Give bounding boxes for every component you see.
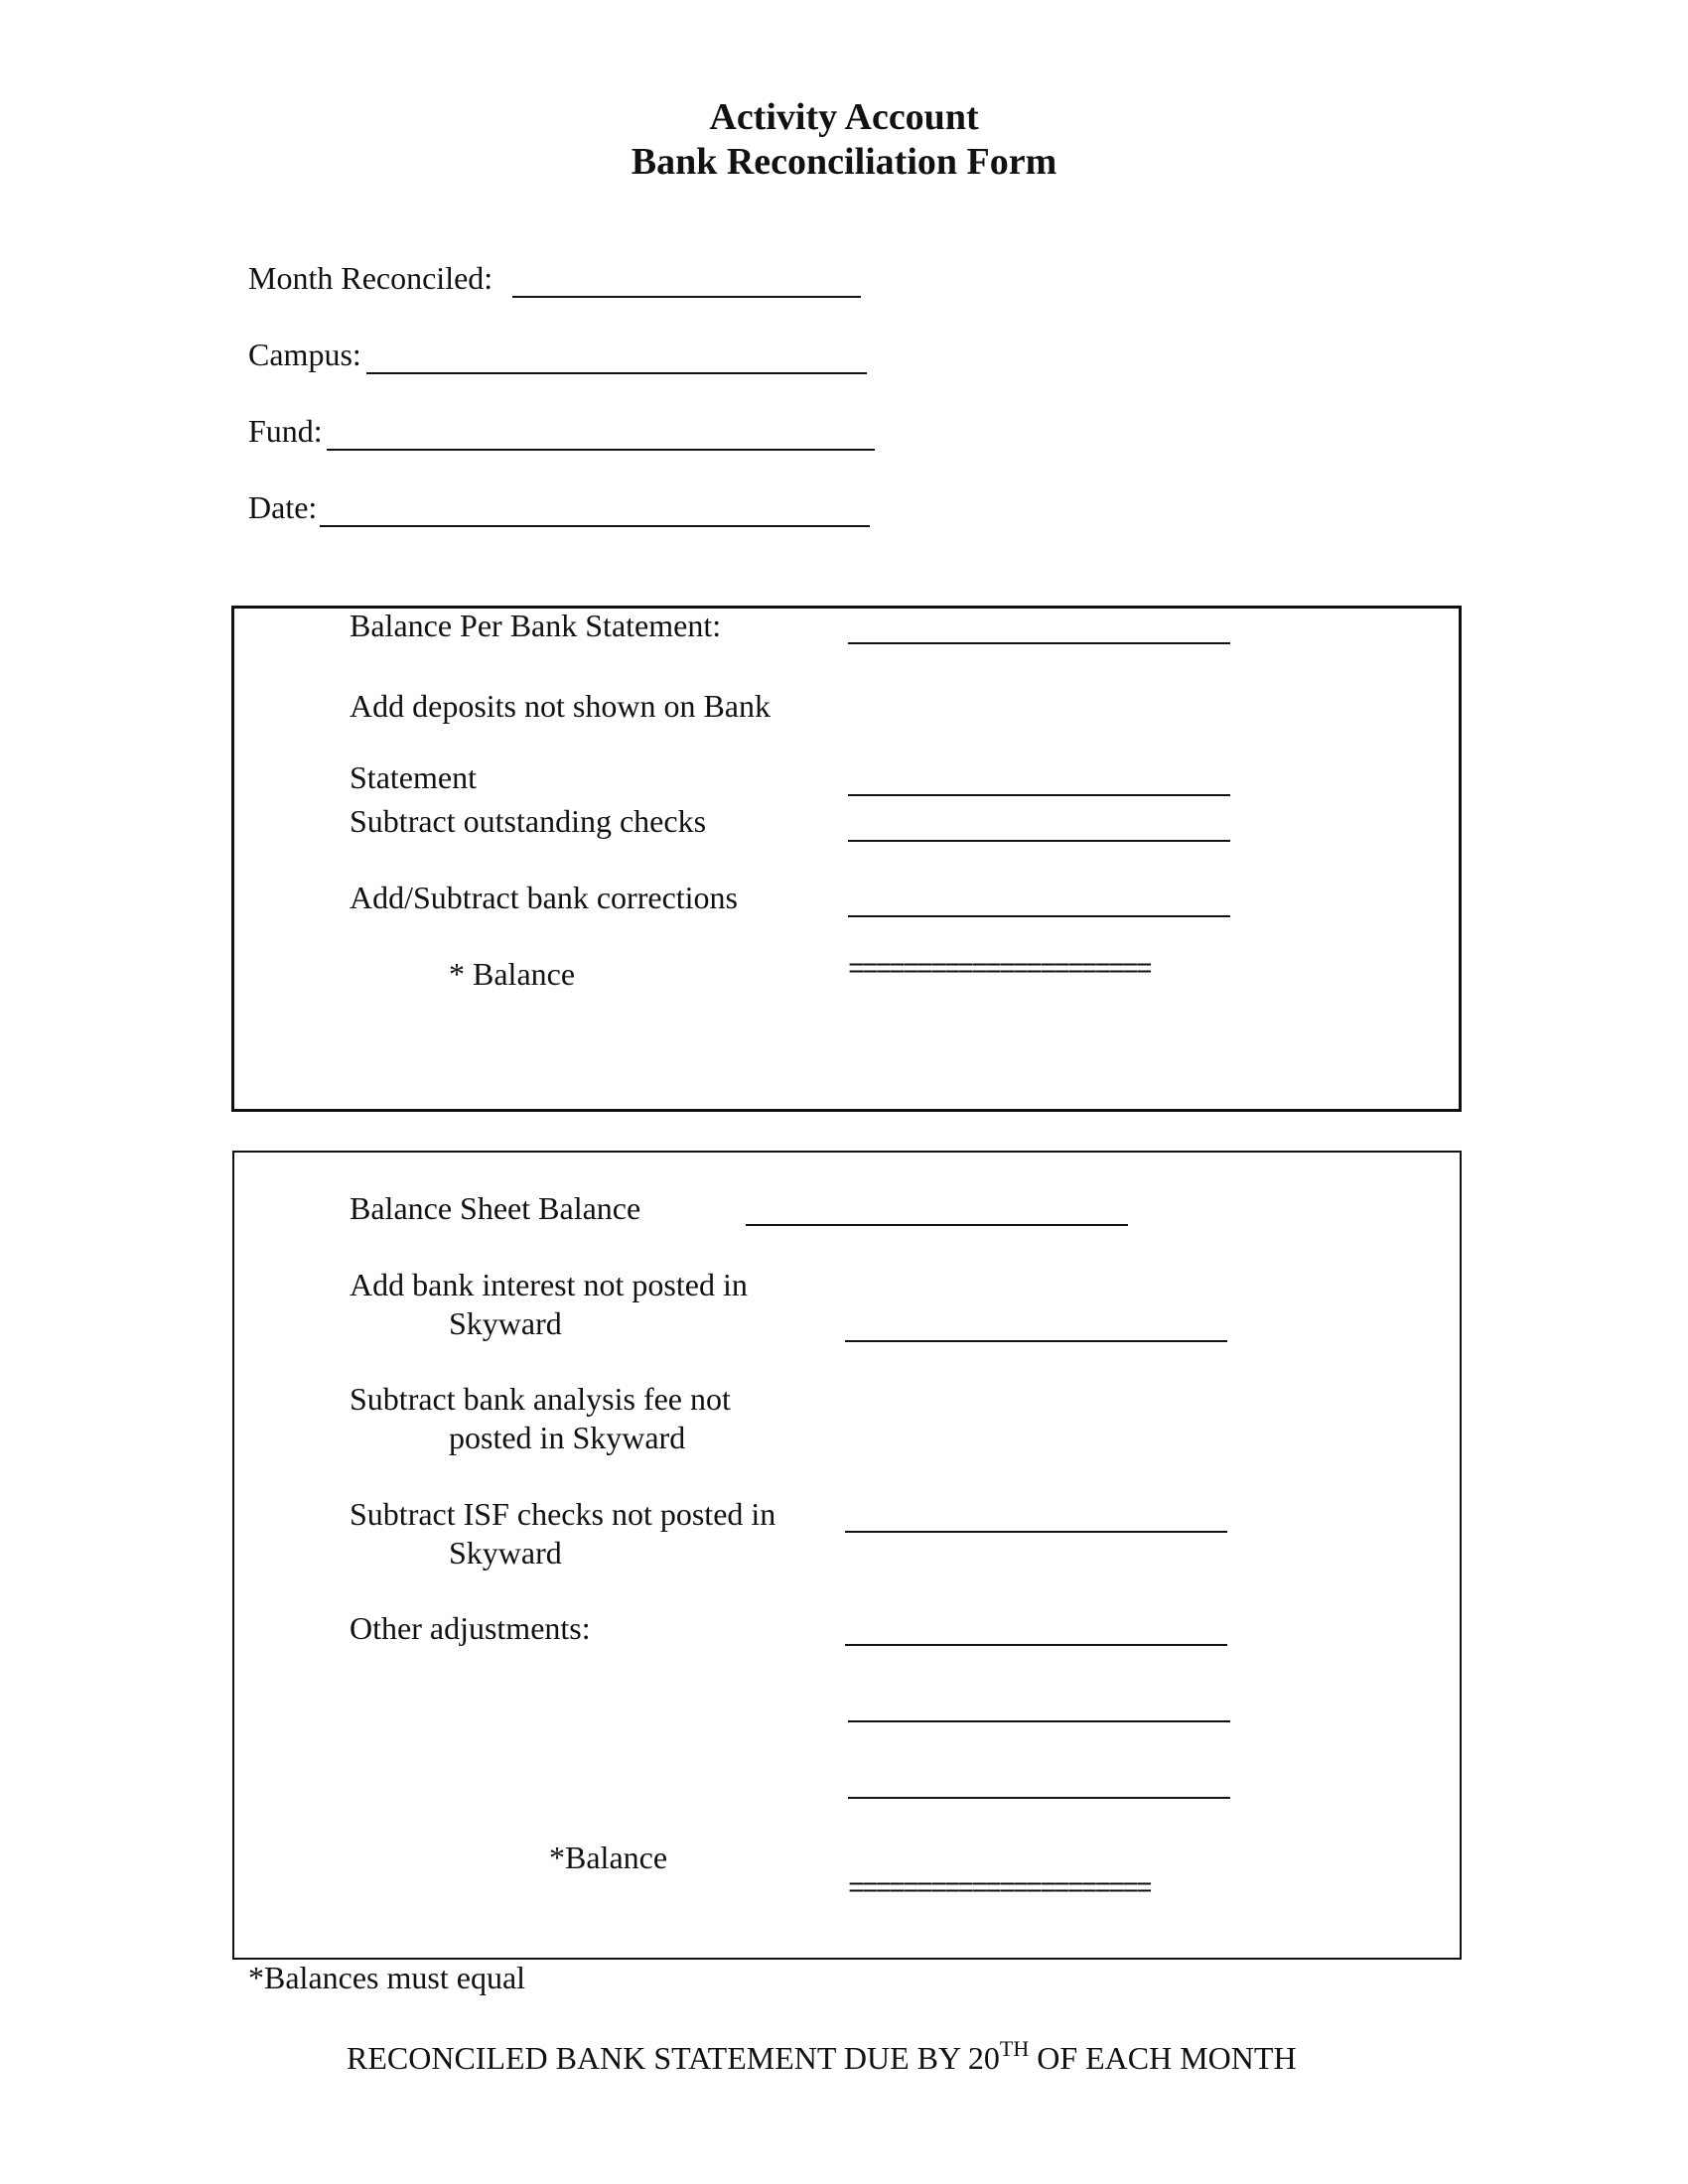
subtract-fee-label-line1: Subtract bank analysis fee not [350,1381,731,1417]
subtract-fee-label-line2: posted in Skyward [449,1420,686,1455]
other-adjustments-field-3[interactable] [848,1797,1230,1799]
balance-per-bank-field[interactable] [848,642,1230,644]
subtract-isf-field[interactable] [845,1531,1227,1533]
other-adjustments-field-1[interactable] [845,1644,1227,1646]
fund-label: Fund: [248,413,323,449]
add-deposits-label-line2: Statement [350,759,477,795]
add-deposits-field[interactable] [848,794,1230,796]
balance-per-bank-label: Balance Per Bank Statement: [350,608,722,643]
add-deposits-label-line1: Add deposits not shown on Bank [350,688,771,724]
subtract-outstanding-field[interactable] [848,840,1230,842]
bank-corrections-field[interactable] [848,915,1230,917]
month-reconciled-field[interactable] [512,296,861,298]
sheet-balance-label: *Balance [549,1840,668,1875]
add-interest-label-line1: Add bank interest not posted in [350,1267,748,1302]
balance-sheet-balance-label: Balance Sheet Balance [350,1190,641,1226]
due-date-notice [347,2036,1297,2077]
subtract-outstanding-label: Subtract outstanding checks [350,803,707,839]
bank-statement-section [231,606,1462,1112]
add-interest-field[interactable] [845,1340,1227,1342]
add-interest-label-line2: Skyward [449,1305,562,1341]
date-label: Date: [248,489,318,525]
due-date-suffix: OF EACH MONTH [1029,2040,1297,2076]
due-date-superscript: TH [999,2036,1030,2061]
balances-must-equal-note: *Balances must equal [248,1960,526,1995]
form-title-line1: Activity Account [709,96,979,138]
form-title-line2: Bank Reconciliation Form [631,141,1057,183]
month-reconciled-label: Month Reconciled: [248,260,493,296]
campus-label: Campus: [248,337,361,372]
balance-sheet-balance-field[interactable] [746,1224,1128,1226]
fund-field[interactable] [327,449,875,451]
other-adjustments-label: Other adjustments: [350,1610,591,1646]
due-date-prefix: RECONCILED BANK STATEMENT DUE BY 20 [347,2040,1000,2076]
subtract-isf-label-line2: Skyward [449,1535,562,1570]
bank-balance-double-rule: ====================== [848,955,1150,986]
bank-corrections-label: Add/Subtract bank corrections [350,880,738,915]
subtract-isf-label-line1: Subtract ISF checks not posted in [350,1496,776,1532]
sheet-balance-double-rule: ====================== [848,1874,1150,1905]
bank-balance-label: * Balance [449,956,576,992]
other-adjustments-field-2[interactable] [848,1720,1230,1722]
campus-field[interactable] [366,372,867,374]
date-field[interactable] [320,525,870,527]
